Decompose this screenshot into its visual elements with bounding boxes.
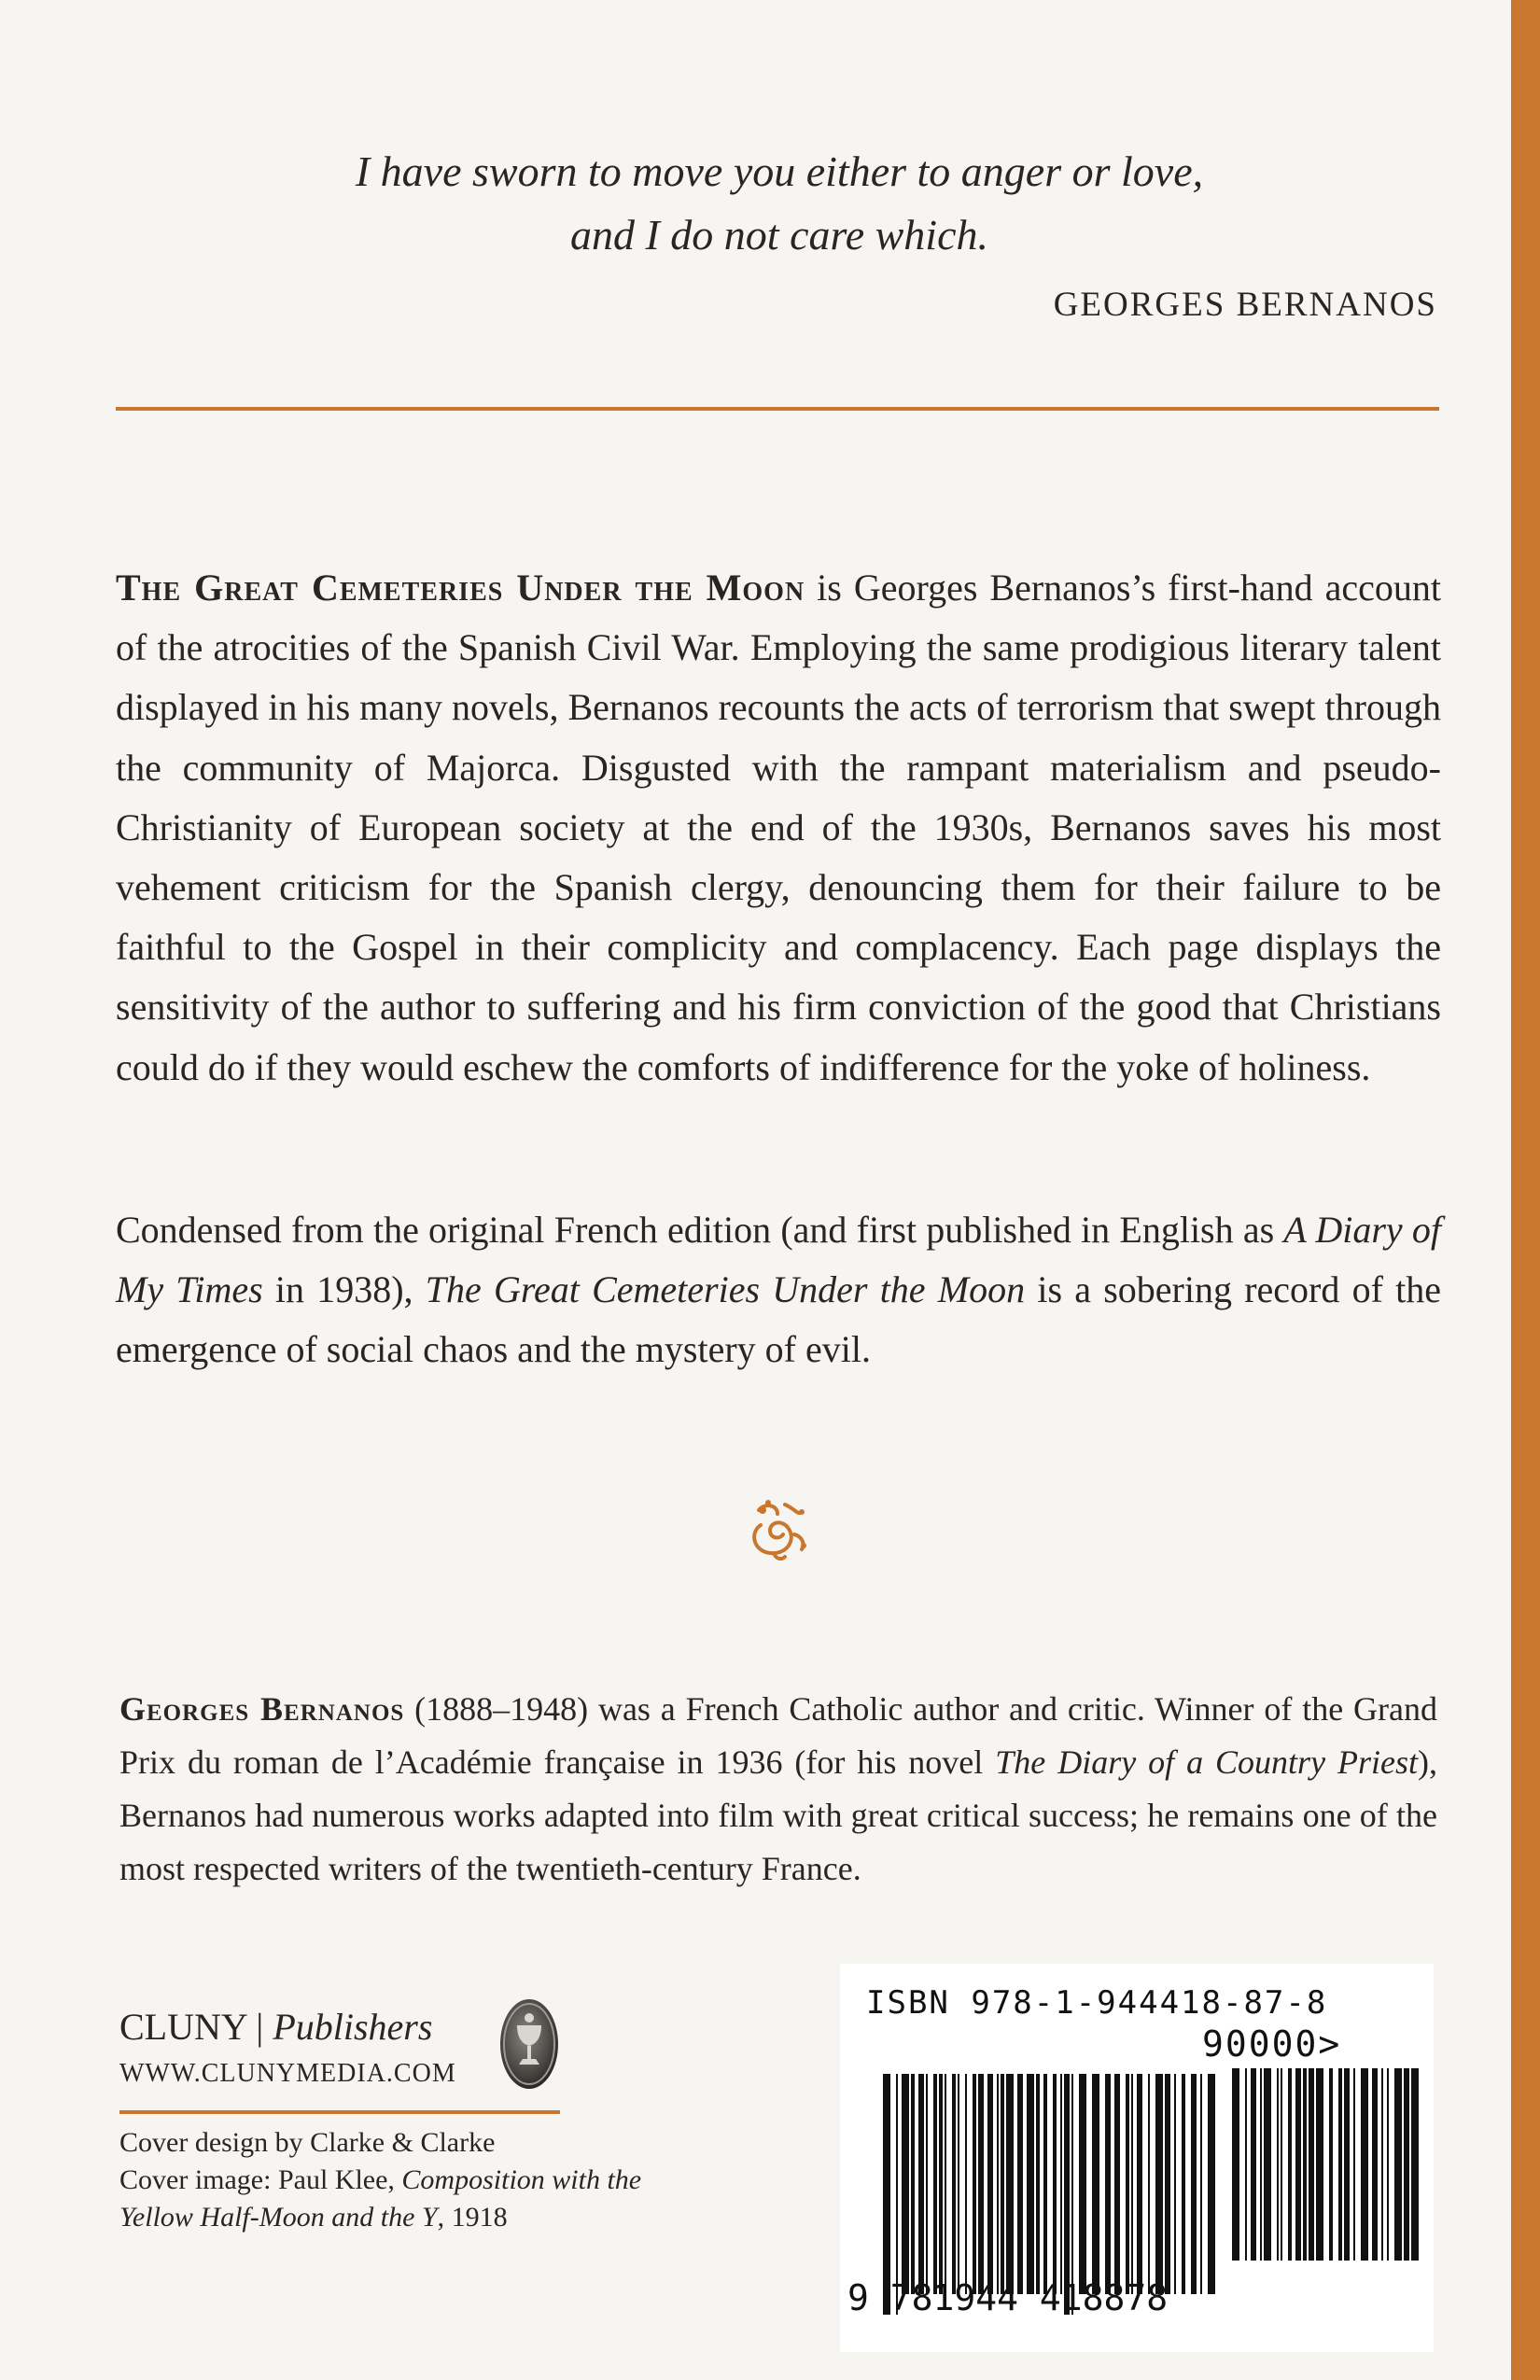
ean-digits: 9 781944 418878 <box>847 2277 1169 2318</box>
barcode-bar <box>1295 2068 1301 2261</box>
barcode-bar <box>1043 2074 1047 2294</box>
description-text-2b: in 1938), <box>262 1268 426 1311</box>
barcode-bar <box>997 2074 999 2294</box>
barcode-bar <box>1309 2068 1314 2261</box>
publisher-suffix: Publishers <box>273 2006 433 2048</box>
bio-text-b: ), Bernanos had numerous works adapted into film with great critical success; he remains one of the most respected writers of the twentieth-century France. <box>119 1743 1437 1887</box>
barcode-bar <box>973 2074 976 2294</box>
barcode-bar <box>1155 2074 1163 2294</box>
cover-image-prefix: Cover image: Paul Klee, <box>119 2164 402 2195</box>
barcode-bar <box>1394 2068 1402 2261</box>
isbn-barcode <box>840 1964 1434 2352</box>
barcode-bar <box>1017 2074 1023 2294</box>
publisher-url[interactable]: WWW.CLUNYMEDIA.COM <box>119 2059 456 2088</box>
fleuron-ornament-icon <box>740 1491 815 1564</box>
epigraph-attribution: GEORGES BERNANOS <box>1053 286 1437 324</box>
barcode-bar <box>926 2074 928 2294</box>
author-bio <box>119 1683 1437 1896</box>
book-title: The Great Cemeteries Under the Moon <box>116 567 805 609</box>
description-text-2c: is a sobering record of the emergence of social chaos and the mystery of evil. <box>116 1268 1442 1371</box>
barcode-bar <box>1174 2074 1176 2294</box>
barcode-bar <box>1027 2074 1034 2294</box>
barcode-bar <box>1264 2068 1271 2261</box>
barcode-bar <box>1079 2074 1086 2294</box>
barcode-bar <box>1036 2074 1040 2294</box>
barcode-bar <box>1232 2068 1239 2261</box>
barcode-bar <box>1092 2074 1099 2294</box>
barcode-bar <box>1344 2068 1350 2261</box>
barcode-bar <box>1260 2068 1262 2261</box>
barcode-bar <box>1001 2074 1004 2294</box>
barcode-bar <box>1381 2068 1383 2261</box>
barcode-bar <box>965 2074 967 2294</box>
divider-rule <box>116 407 1439 411</box>
barcode-bar <box>1316 2068 1323 2261</box>
addon-barcode-bars <box>1232 2068 1419 2283</box>
publisher-name-main: CLUNY <box>119 2006 247 2048</box>
barcode-bar <box>1251 2068 1256 2261</box>
novel-title: The Diary of a Country Priest <box>995 1743 1418 1781</box>
barcode-bar <box>1288 2068 1292 2261</box>
barcode-bar <box>1200 2074 1202 2294</box>
barcode-bar <box>1191 2074 1197 2294</box>
barcode-bar <box>1338 2068 1342 2261</box>
barcode-bar <box>1137 2074 1142 2294</box>
description-text-1: is Georges Bernanos’s first-hand account of the atrocities of the Spanish Civil War. Employing the same prodigious literary talent displayed in his many novels, Bernanos recounts the acts of terrorism that swept through the community of Majorca. Disgusted with the rampant materialism and pseudo-Christianity of European society at the end of the 1930s, Bernanos saves his most vehement criticism for the Spanish clergy, denouncing them for their failure to be faithful to the Gospel in their complicity and complacency. Each page displays the sensitivity of the author to suffering and his firm conviction of the good that Christians could do if they would eschew the comforts of indifference for the yoke of holiness. <box>116 567 1442 1088</box>
barcode-bar <box>1329 2068 1333 2261</box>
publisher-name <box>119 2005 432 2049</box>
barcode-bar <box>1182 2074 1185 2294</box>
chalice-seal-icon <box>498 1997 560 2091</box>
barcode-bar <box>1105 2074 1111 2294</box>
description-paragraph-1 <box>116 558 1441 1098</box>
barcode-bar <box>1353 2068 1355 2261</box>
author-name: Georges Bernanos <box>119 1690 405 1728</box>
cover-image-credit <box>119 2162 679 2236</box>
barcode-bar <box>911 2074 915 2294</box>
barcode-bar <box>1387 2068 1389 2261</box>
barcode-bar <box>952 2074 956 2294</box>
barcode-bar <box>1372 2068 1378 2261</box>
cover-design-credit: Cover design by Clarke & Clarke <box>119 2127 496 2158</box>
epigraph-quote <box>121 140 1437 267</box>
barcode-bar <box>958 2074 959 2294</box>
barcode-bar <box>1006 2074 1014 2294</box>
barcode-bar <box>1060 2074 1062 2294</box>
barcode-bar <box>1131 2074 1133 2294</box>
spine-stripe <box>1511 0 1540 2380</box>
epigraph-line-1: I have sworn to move you either to anger or love, <box>355 147 1204 195</box>
barcode-bar <box>1303 2068 1307 2261</box>
cover-credits <box>119 2124 679 2236</box>
barcode-bar <box>1114 2074 1120 2294</box>
barcode-bar <box>1148 2074 1150 2294</box>
bio-text-a: (1888–1948) was a French Catholic author and critic. Winner of the Grand Prix du roman de l’Académie française in 1936 (for his novel <box>119 1690 1437 1781</box>
barcode-bar <box>918 2074 924 2294</box>
publisher-divider <box>119 2110 560 2114</box>
book-title-italic: The Great Cemeteries Under the Moon <box>425 1268 1026 1311</box>
description-text-2a: Condensed from the original French edition (and first published in English as <box>116 1209 1284 1251</box>
barcode-bar <box>978 2074 984 2294</box>
barcode-bar <box>1281 2068 1282 2261</box>
price-code: 90000> <box>1202 2023 1342 2065</box>
isbn-label: ISBN 978-1-944418-87-8 <box>866 1984 1328 2022</box>
publisher-separator: | <box>246 2006 273 2048</box>
cover-image-title: Composition with the Yellow Half-Moon and the Y <box>119 2164 642 2233</box>
barcode-bar <box>902 2074 909 2294</box>
description-paragraph-2 <box>116 1200 1441 1380</box>
barcode-bar <box>945 2074 946 2294</box>
publisher-block <box>119 2005 456 2088</box>
barcode-bar <box>939 2074 943 2294</box>
barcode-bar <box>987 2074 993 2294</box>
barcode-bar <box>1126 2074 1129 2294</box>
barcode-bar <box>1277 2068 1279 2261</box>
barcode-bar <box>1245 2068 1247 2261</box>
epigraph-line-2: and I do not care which. <box>569 211 988 259</box>
barcode-bar <box>1361 2068 1368 2261</box>
barcode-bar <box>1411 2068 1419 2261</box>
barcode-bar <box>1053 2074 1057 2294</box>
barcode-bar <box>1404 2068 1409 2261</box>
barcode-bar <box>933 2074 937 2294</box>
epigraph <box>121 140 1437 324</box>
cover-image-year: , 1918 <box>437 2202 508 2233</box>
barcode-bar <box>1165 2074 1170 2294</box>
barcode-bar <box>1208 2074 1215 2294</box>
earlier-title: A Diary of My Times <box>116 1209 1441 1311</box>
